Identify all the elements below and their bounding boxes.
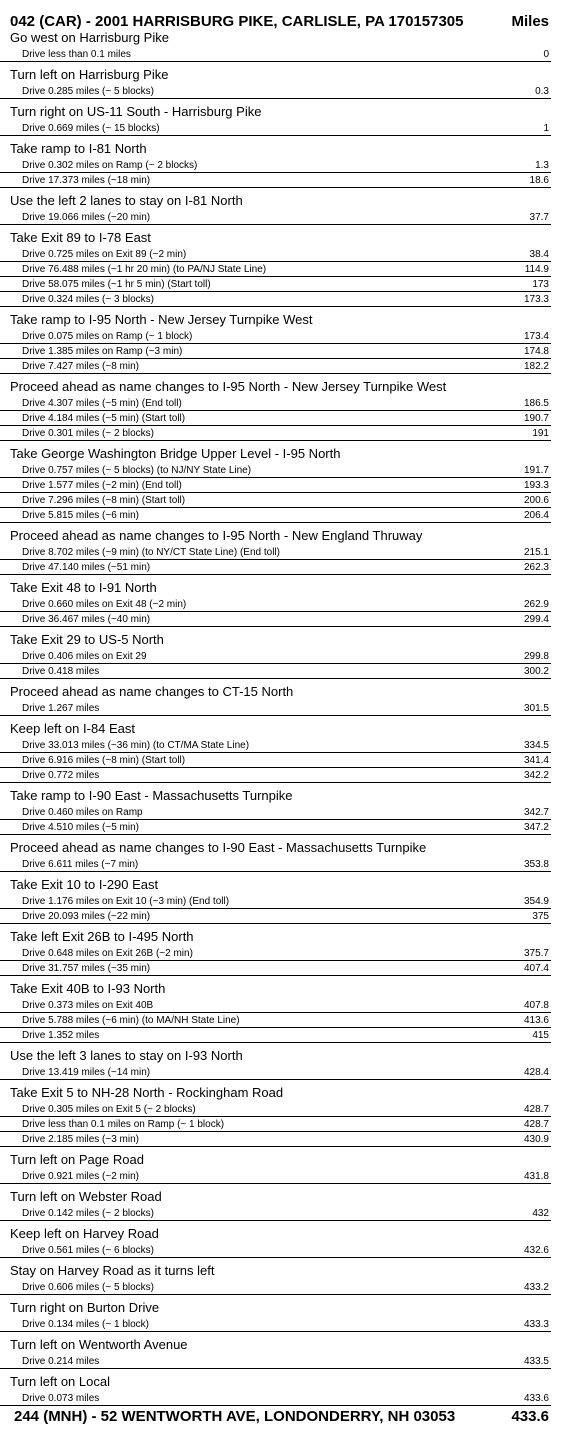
step-instruction: Proceed ahead as name changes to I-95 North - New Jersey Turnpike West <box>10 379 447 394</box>
cumulative-miles: 342.2 <box>523 770 549 781</box>
cumulative-miles: 433.5 <box>523 1356 549 1367</box>
step-instruction: Take Exit 89 to I-78 East <box>10 230 151 245</box>
direction-step <box>0 927 563 979</box>
direction-step <box>0 578 563 630</box>
cumulative-miles: 299.4 <box>523 614 549 625</box>
drive-row <box>0 121 551 136</box>
step-instruction: Proceed ahead as name changes to CT-15 North <box>10 684 294 699</box>
step-instruction: Take George Washington Bridge Upper Level - I-95 North <box>10 446 341 461</box>
direction-step <box>0 28 563 65</box>
direction-step <box>0 1335 563 1372</box>
step-instruction: Use the left 3 lanes to stay on I-93 North <box>10 1048 243 1063</box>
drive-row <box>0 1354 551 1369</box>
cumulative-miles: 375 <box>532 911 549 922</box>
cumulative-miles: 186.5 <box>523 398 549 409</box>
cumulative-miles: 215.1 <box>523 547 549 558</box>
drive-row <box>0 560 551 575</box>
cumulative-miles: 301.5 <box>523 703 549 714</box>
direction-step <box>0 1046 563 1083</box>
drive-text: Drive 0.460 miles on Ramp <box>22 807 143 818</box>
drive-text: Drive 6.611 miles (~7 min) <box>22 859 139 870</box>
drive-text: Drive 0.725 miles on Exit 89 (~2 min) <box>22 249 187 260</box>
cumulative-miles: 191.7 <box>523 465 549 476</box>
drive-text: Drive 0.214 miles <box>22 1356 100 1367</box>
drive-row <box>0 1065 551 1080</box>
drive-row <box>0 1169 551 1184</box>
document-footer <box>14 1403 549 1425</box>
cumulative-miles: 262.9 <box>523 599 549 610</box>
drive-text: Drive 0.669 miles (~ 15 blocks) <box>22 123 160 134</box>
direction-step <box>0 875 563 927</box>
cumulative-miles: 428.7 <box>523 1119 549 1130</box>
direction-step <box>0 1261 563 1298</box>
drive-row <box>0 597 551 612</box>
direction-step <box>0 1298 563 1335</box>
cumulative-miles: 428.7 <box>523 1104 549 1115</box>
cumulative-miles: 433.6 <box>523 1393 549 1404</box>
cumulative-miles: 174.8 <box>523 346 549 357</box>
cumulative-miles: 342.7 <box>523 807 549 818</box>
cumulative-miles: 190.7 <box>523 413 549 424</box>
cumulative-miles: 1.3 <box>535 160 549 171</box>
step-instruction: Take Exit 5 to NH-28 North - Rockingham Road <box>10 1085 284 1100</box>
document-header <box>10 8 549 30</box>
drive-row <box>0 1102 551 1117</box>
drive-row <box>0 820 551 835</box>
drive-row <box>0 158 551 173</box>
cumulative-miles: 200.6 <box>523 495 549 506</box>
drive-text: Drive 0.921 miles (~2 min) <box>22 1171 139 1182</box>
drive-row <box>0 768 551 783</box>
cumulative-miles: 431.8 <box>523 1171 549 1182</box>
step-instruction: Take ramp to I-90 East - Massachusetts Turnpike <box>10 788 293 803</box>
drive-row <box>0 1013 551 1028</box>
step-instruction: Turn left on Page Road <box>10 1152 144 1167</box>
direction-steps <box>0 28 563 1409</box>
drive-text: Drive 36.467 miles (~40 min) <box>22 614 151 625</box>
drive-row <box>0 1243 551 1258</box>
step-instruction: Use the left 2 lanes to stay on I-81 North <box>10 193 243 208</box>
drive-row <box>0 1317 551 1332</box>
drive-text: Drive 0.648 miles on Exit 26B (~2 min) <box>22 948 193 959</box>
drive-text: Drive 0.285 miles (~ 5 blocks) <box>22 86 154 97</box>
direction-step <box>0 1224 563 1261</box>
drive-row <box>0 329 551 344</box>
cumulative-miles: 0.3 <box>535 86 549 97</box>
cumulative-miles: 407.4 <box>523 963 549 974</box>
cumulative-miles: 206.4 <box>523 510 549 521</box>
direction-step <box>0 228 563 310</box>
cumulative-miles: 37.7 <box>529 212 549 223</box>
drive-row <box>0 262 551 277</box>
step-instruction: Take Exit 29 to US-5 North <box>10 632 164 647</box>
destination-address: 244 (MNH) - 52 WENTWORTH AVE, LONDONDERRY, NH 03053 <box>14 1408 456 1425</box>
drive-text: Drive 4.510 miles (~5 min) <box>22 822 139 833</box>
cumulative-miles: 428.4 <box>523 1067 549 1078</box>
drive-row <box>0 961 551 976</box>
drive-text: Drive 0.142 miles (~ 2 blocks) <box>22 1208 154 1219</box>
drive-row <box>0 493 551 508</box>
drive-text: Drive less than 0.1 miles <box>22 49 131 60</box>
drive-text: Drive 4.307 miles (~5 min) (End toll) <box>22 398 182 409</box>
drive-row <box>0 894 551 909</box>
drive-text: Drive 7.427 miles (~8 min) <box>22 361 139 372</box>
drive-row <box>0 805 551 820</box>
drive-text: Drive 2.185 miles (~3 min) <box>22 1134 139 1145</box>
direction-step <box>0 630 563 682</box>
step-instruction: Keep left on I-84 East <box>10 721 136 736</box>
drive-text: Drive 33.013 miles (~36 min) (to CT/MA State Line) <box>22 740 250 751</box>
cumulative-miles: 38.4 <box>529 249 549 260</box>
drive-row <box>0 664 551 679</box>
drive-row <box>0 84 551 99</box>
drive-row <box>0 277 551 292</box>
drive-text: Drive 76.488 miles (~1 hr 20 min) (to PA/NJ State Line) <box>22 264 267 275</box>
drive-text: Drive 4.184 miles (~5 min) (Start toll) <box>22 413 186 424</box>
drive-row <box>0 344 551 359</box>
drive-row <box>0 396 551 411</box>
cumulative-miles: 299.8 <box>523 651 549 662</box>
direction-step <box>0 191 563 228</box>
drive-text: Drive 1.267 miles <box>22 703 100 714</box>
step-instruction: Proceed ahead as name changes to I-90 East - Massachusetts Turnpike <box>10 840 427 855</box>
step-instruction: Take Exit 40B to I-93 North <box>10 981 166 996</box>
drive-text: Drive 5.788 miles (~6 min) (to MA/NH State Line) <box>22 1015 240 1026</box>
drive-row <box>0 173 551 188</box>
drive-text: Drive 1.577 miles (~2 min) (End toll) <box>22 480 182 491</box>
cumulative-miles: 0 <box>543 49 549 60</box>
direction-step <box>0 719 563 786</box>
step-instruction: Turn left on Wentworth Avenue <box>10 1337 188 1352</box>
drive-row <box>0 47 551 62</box>
drive-text: Drive 0.373 miles on Exit 40B <box>22 1000 154 1011</box>
direction-step <box>0 682 563 719</box>
direction-step <box>0 102 563 139</box>
drive-text: Drive 0.301 miles (~ 2 blocks) <box>22 428 154 439</box>
step-instruction: Take Exit 10 to I-290 East <box>10 877 159 892</box>
step-instruction: Proceed ahead as name changes to I-95 North - New England Thruway <box>10 528 423 543</box>
drive-text: Drive 7.296 miles (~8 min) (Start toll) <box>22 495 186 506</box>
drive-row <box>0 946 551 961</box>
drive-text: Drive 0.324 miles (~ 3 blocks) <box>22 294 154 305</box>
cumulative-miles: 191 <box>532 428 549 439</box>
drive-row <box>0 857 551 872</box>
cumulative-miles: 173.4 <box>523 331 549 342</box>
drive-text: Drive 0.772 miles <box>22 770 100 781</box>
drive-text: Drive 1.176 miles on Exit 10 (~3 min) (End toll) <box>22 896 230 907</box>
drive-text: Drive 0.561 miles (~ 6 blocks) <box>22 1245 154 1256</box>
direction-step <box>0 786 563 838</box>
drive-row <box>0 701 551 716</box>
cumulative-miles: 300.2 <box>523 666 549 677</box>
cumulative-miles: 347.2 <box>523 822 549 833</box>
cumulative-miles: 432.6 <box>523 1245 549 1256</box>
drive-text: Drive 0.134 miles (~ 1 block) <box>22 1319 149 1330</box>
step-instruction: Take ramp to I-95 North - New Jersey Turnpike West <box>10 312 313 327</box>
cumulative-miles: 415 <box>532 1030 549 1041</box>
drive-text: Drive 0.406 miles on Exit 29 <box>22 651 147 662</box>
drive-row <box>0 426 551 441</box>
step-instruction: Take ramp to I-81 North <box>10 141 147 156</box>
step-instruction: Turn right on Burton Drive <box>10 1300 160 1315</box>
drive-text: Drive 31.757 miles (~35 min) <box>22 963 151 974</box>
drive-row <box>0 738 551 753</box>
drive-row <box>0 909 551 924</box>
cumulative-miles: 173 <box>532 279 549 290</box>
cumulative-miles: 433.3 <box>523 1319 549 1330</box>
total-miles: 433.6 <box>511 1408 549 1425</box>
cumulative-miles: 262.3 <box>523 562 549 573</box>
drive-row <box>0 1280 551 1295</box>
drive-text: Drive 0.660 miles on Exit 48 (~2 min) <box>22 599 187 610</box>
direction-step <box>0 1150 563 1187</box>
drive-text: Drive 1.352 miles <box>22 1030 100 1041</box>
step-instruction: Stay on Harvey Road as it turns left <box>10 1263 215 1278</box>
drive-row <box>0 210 551 225</box>
direction-step <box>0 377 563 444</box>
cumulative-miles: 182.2 <box>523 361 549 372</box>
drive-text: Drive 0.757 miles (~ 5 blocks) (to NJ/NY State Line) <box>22 465 252 476</box>
drive-text: Drive 19.066 miles (~20 min) <box>22 212 151 223</box>
cumulative-miles: 432 <box>532 1208 549 1219</box>
drive-text: Drive 17.373 miles (~18 min) <box>22 175 151 186</box>
drive-row <box>0 463 551 478</box>
drive-row <box>0 1028 551 1043</box>
direction-step <box>0 1083 563 1150</box>
drive-text: Drive 0.302 miles on Ramp (~ 2 blocks) <box>22 160 198 171</box>
drive-row <box>0 411 551 426</box>
cumulative-miles: 193.3 <box>523 480 549 491</box>
drive-text: Drive 1.385 miles on Ramp (~3 min) <box>22 346 183 357</box>
drive-row <box>0 998 551 1013</box>
drive-row <box>0 247 551 262</box>
drive-text: Drive 8.702 miles (~9 min) (to NY/CT State Line) (End toll) <box>22 547 280 558</box>
drive-text: Drive 6.916 miles (~8 min) (Start toll) <box>22 755 186 766</box>
drive-row <box>0 292 551 307</box>
step-instruction: Go west on Harrisburg Pike <box>10 30 169 45</box>
step-instruction: Keep left on Harvey Road <box>10 1226 159 1241</box>
drive-text: Drive 0.075 miles on Ramp (~ 1 block) <box>22 331 193 342</box>
direction-step <box>0 444 563 526</box>
direction-step <box>0 979 563 1046</box>
drive-text: Drive 47.140 miles (~51 min) <box>22 562 151 573</box>
drive-row <box>0 1132 551 1147</box>
drive-row <box>0 359 551 374</box>
drive-text: Drive 58.075 miles (~1 hr 5 min) (Start toll) <box>22 279 211 290</box>
cumulative-miles: 353.8 <box>523 859 549 870</box>
drive-text: Drive 5.815 miles (~6 min) <box>22 510 139 521</box>
cumulative-miles: 114.9 <box>524 264 549 275</box>
direction-step <box>0 838 563 875</box>
cumulative-miles: 433.2 <box>523 1282 549 1293</box>
drive-row <box>0 508 551 523</box>
drive-row <box>0 612 551 627</box>
cumulative-miles: 430.9 <box>523 1134 549 1145</box>
cumulative-miles: 413.6 <box>523 1015 549 1026</box>
direction-step <box>0 65 563 102</box>
cumulative-miles: 1 <box>543 123 549 134</box>
cumulative-miles: 18.6 <box>529 175 549 186</box>
cumulative-miles: 354.9 <box>523 896 549 907</box>
step-instruction: Turn right on US-11 South - Harrisburg Pike <box>10 104 262 119</box>
drive-text: Drive 0.418 miles <box>22 666 100 677</box>
origin-address: 042 (CAR) - 2001 HARRISBURG PIKE, CARLISLE, PA 170157305 <box>10 13 464 30</box>
drive-row <box>0 545 551 560</box>
direction-step <box>0 1187 563 1224</box>
cumulative-miles: 334.5 <box>523 740 549 751</box>
drive-row <box>0 649 551 664</box>
miles-column-label: Miles <box>511 13 549 30</box>
cumulative-miles: 341.4 <box>523 755 549 766</box>
step-instruction: Take left Exit 26B to I-495 North <box>10 929 194 944</box>
drive-row <box>0 1206 551 1221</box>
step-instruction: Turn left on Local <box>10 1374 110 1389</box>
step-instruction: Turn left on Webster Road <box>10 1189 162 1204</box>
direction-step <box>0 139 563 191</box>
drive-text: Drive 0.073 miles <box>22 1393 100 1404</box>
drive-text: Drive 20.093 miles (~22 min) <box>22 911 151 922</box>
direction-step <box>0 526 563 578</box>
drive-text: Drive 0.606 miles (~ 5 blocks) <box>22 1282 154 1293</box>
step-instruction: Turn left on Harrisburg Pike <box>10 67 169 82</box>
cumulative-miles: 173.3 <box>523 294 549 305</box>
drive-text: Drive 13.419 miles (~14 min) <box>22 1067 151 1078</box>
drive-row <box>0 753 551 768</box>
drive-row <box>0 478 551 493</box>
drive-text: Drive less than 0.1 miles on Ramp (~ 1 block) <box>22 1119 225 1130</box>
cumulative-miles: 407.8 <box>523 1000 549 1011</box>
drive-text: Drive 0.305 miles on Exit 5 (~ 2 blocks) <box>22 1104 196 1115</box>
step-instruction: Take Exit 48 to I-91 North <box>10 580 157 595</box>
direction-step <box>0 310 563 377</box>
drive-row <box>0 1117 551 1132</box>
cumulative-miles: 375.7 <box>523 948 549 959</box>
